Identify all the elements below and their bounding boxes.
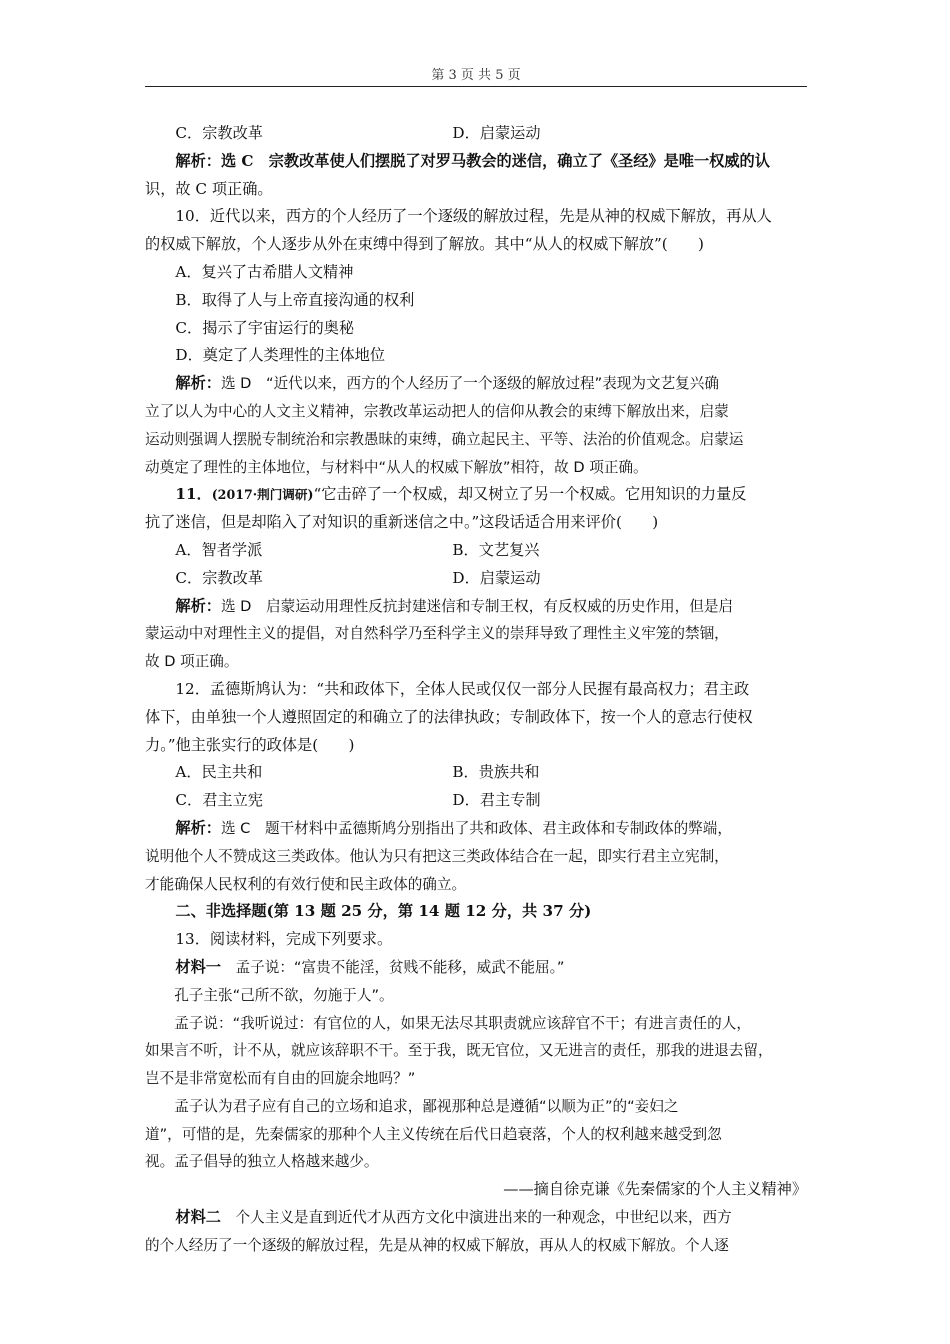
q12-explanation-text: 选 C 题干材料中孟德斯鸠分别指出了共和政体、君主政体和专制政体的弊端， — [220, 819, 732, 837]
q12-explanation-line: 说明他个人不赞成这三类政体。他认为只有把这三类政体结合在一起，即实行君主立宪制， — [145, 847, 729, 865]
q11-option-a: A．智者学派 — [175, 540, 263, 559]
page-header: 第 3 页 共 5 页 — [431, 68, 521, 83]
q10-option-c: C．揭示了宇宙运行的奥秘 — [175, 318, 355, 337]
q11-source: (2017·荆门调研) — [211, 487, 314, 503]
q13-material-line: 如果言不听，计不从，就应该辞职不干。至于我，既无官位，又无进言的责任，那我的进退去留， — [145, 1042, 773, 1060]
q11-option-b: B．文艺复兴 — [452, 540, 540, 559]
q9-option-d: D．启蒙运动 — [452, 124, 541, 142]
q11-stem-line: 抗了迷信，但是却陷入了对知识的重新迷信之中。”这段话适合用来评价( ) — [145, 513, 659, 532]
q13-stem: 13．阅读材料，完成下列要求。 — [175, 930, 393, 949]
q13-material-line: 道”，可惜的是，先秦儒家的那种个人主义传统在后代日趋衰落，个人的权利越来越受到忽 — [145, 1125, 722, 1143]
q12-option-a: A．民主共和 — [175, 763, 263, 782]
q9-explanation-line — [145, 148, 807, 176]
q10-explanation-line — [145, 370, 807, 398]
q13-material-line: 岂不是非常宽松而有自由的回旋余地吗？” — [145, 1070, 416, 1088]
q13-material-line: 视。孟子倡导的独立人格越来越少。 — [145, 1153, 379, 1171]
q9-option-c: C．宗教改革 — [175, 124, 263, 142]
q13-material-line: 孔子主张“己所不欲，勿施于人”。 — [174, 986, 394, 1004]
q10-explanation-label: 解析： — [175, 374, 221, 393]
q11-stem-text: “它击碎了一个权威，却又树立了另一个权威。它用知识的力量反 — [313, 485, 747, 504]
q9-explanation-label: 解析： — [175, 151, 221, 170]
q12-option-b: B．贵族共和 — [452, 763, 540, 782]
q12-options-ab — [145, 759, 807, 787]
q13-material-line: 的个人经历了一个逐级的解放过程，先是从神的权威下解放，再从人的权威下解放。个人逐 — [145, 1236, 729, 1254]
q11-explanation-line — [145, 593, 807, 621]
q10-explanation-line: 立了以人为中心的人文主义精神，宗教改革运动把人的信仰从教会的束缚下解放出来，启蒙 — [145, 402, 729, 420]
q10-explanation-line: 动奠定了理性的主体地位，与材料中“从人的权威下解放”相符，故 D 项正确。 — [145, 458, 648, 476]
section-title: 二、非选择题 — [175, 902, 267, 921]
q12-stem-line: 12．孟德斯鸠认为：“共和政体下，全体人民或仅仅一部分人民握有最高权力；君主政 — [175, 679, 750, 698]
q11-option-d: D．启蒙运动 — [452, 568, 541, 587]
q9-options-cd — [145, 120, 807, 148]
q11-stem-line — [145, 481, 807, 509]
q11-explanation-text: 选 D 启蒙运动用理性反抗封建迷信和专制王权，有反权威的历史作用，但是启 — [220, 597, 734, 615]
q10-option-b: B．取得了人与上帝直接沟通的权利 — [175, 290, 415, 309]
material-two-text: 个人主义是直到近代才从西方文化中演进出来的一种观念，中世纪以来，西方 — [220, 1209, 732, 1227]
q10-option-a: A．复兴了古希腊人文精神 — [175, 262, 354, 281]
header-rule — [145, 86, 807, 87]
q10-option-d: D．奠定了人类理性的主体地位 — [175, 346, 386, 365]
q10-stem-line: 的权威下解放，个人逐步从外在束缚中得到了解放。其中“从人的权威下解放”( ) — [145, 235, 704, 254]
q12-option-d: D．君主专制 — [452, 791, 541, 810]
q12-options-cd — [145, 787, 807, 815]
q12-stem-line: 力。”他主张实行的政体是( ) — [145, 735, 355, 754]
document-body — [145, 120, 807, 1260]
q11-explanation-label: 解析： — [175, 596, 221, 615]
q11-option-c: C．宗教改革 — [175, 568, 263, 587]
material-two-label: 材料二 — [175, 1208, 221, 1227]
q10-stem-line: 10．近代以来，西方的个人经历了一个逐级的解放过程，先是从神的权威下解放，再从人 — [175, 207, 772, 226]
q11-number: 11． — [175, 485, 212, 504]
section-heading — [145, 898, 807, 926]
q11-explanation-line: 蒙运动中对理性主义的提倡，对自然科学乃至科学主义的崇拜导致了理性主义牢笼的禁锢， — [145, 625, 729, 643]
material-one-text: 孟子说：“富贵不能淫，贫贱不能移，威武不能屈。” — [220, 958, 565, 976]
q12-explanation-label: 解析： — [175, 818, 221, 837]
material-one-label: 材料一 — [175, 957, 221, 976]
q12-option-c: C．君主立宪 — [175, 791, 263, 810]
q12-explanation-line: 才能确保人民权利的有效行使和民主政体的确立。 — [145, 875, 467, 893]
q9-explanation-line: 识，故 C 项正确。 — [145, 179, 273, 198]
q13-material-line — [145, 1204, 807, 1232]
section-score-note: (第 13 题 25 分，第 14 题 12 分，共 37 分) — [266, 902, 592, 921]
q13-material-line — [145, 954, 807, 982]
q11-options-cd — [145, 565, 807, 593]
q12-explanation-line — [145, 815, 807, 843]
q10-explanation-line: 运动则强调人摆脱专制统治和宗教愚昧的束缚，确立起民主、平等、法治的价值观念。启蒙运 — [145, 430, 744, 448]
material-one-source: ——摘自徐克谦《先秦儒家的个人主义精神》 — [503, 1180, 807, 1199]
q11-options-ab — [145, 537, 807, 565]
q9-explanation-text: 选 C 宗教改革使人们摆脱了对罗马教会的迷信，确立了《圣经》是唯一权威的认 — [220, 151, 770, 170]
q11-explanation-line: 故 D 项正确。 — [145, 653, 239, 671]
q10-explanation-text: 选 D “近代以来，西方的个人经历了一个逐级的解放过程”表现为文艺复兴确 — [220, 375, 719, 393]
q12-stem-line: 体下，由单独一个人遵照固定的和确立了的法律执政；专制政体下，按一个人的意志行使权 — [145, 707, 753, 726]
q13-material-line: 孟子认为君子应有自己的立场和追求，鄙视那种总是遵循“以顺为正”的“妾妇之 — [174, 1097, 679, 1115]
q13-material-line: 孟子说：“我听说过：有官位的人，如果无法尽其职责就应该辞官不干；有进言责任的人， — [174, 1014, 751, 1032]
